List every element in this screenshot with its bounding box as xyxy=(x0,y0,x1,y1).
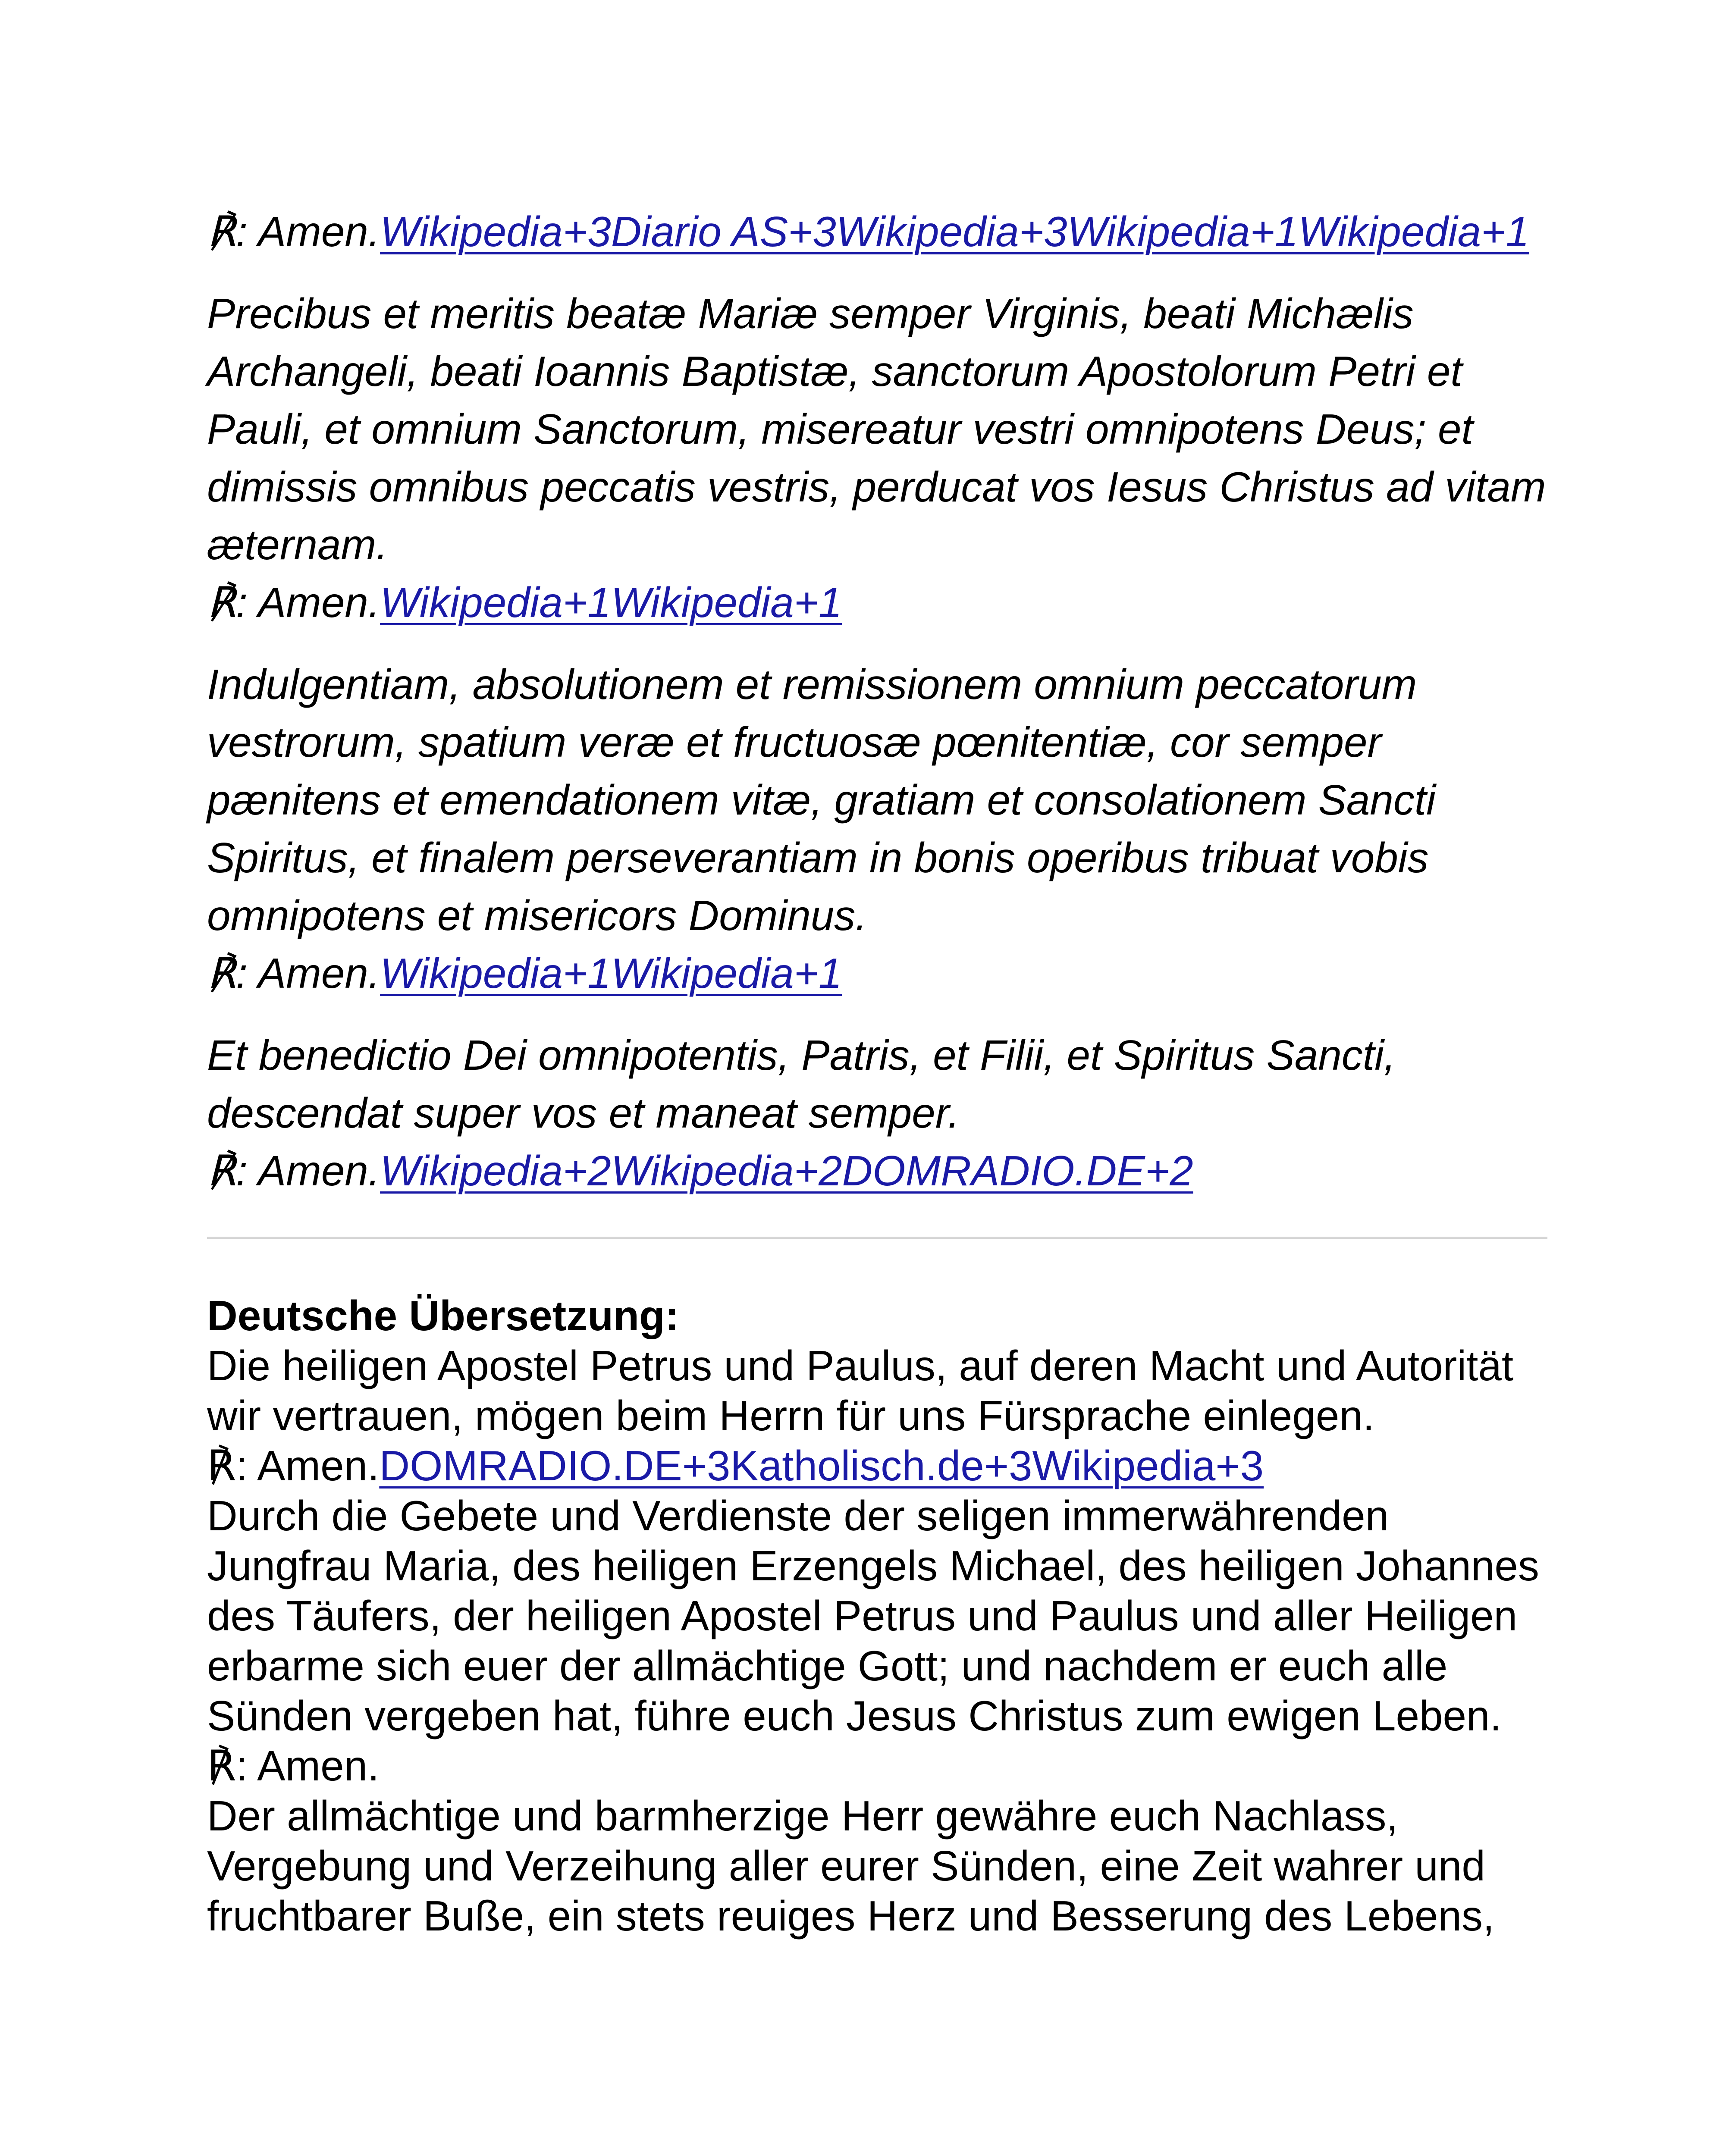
source-link[interactable]: Wikipedia+2Wikipedia+2DOMRADIO.DE+2 xyxy=(380,1147,1193,1194)
section-divider xyxy=(207,1237,1547,1239)
latin-block-3 xyxy=(207,655,1553,1002)
response-amen: ℟: Amen. xyxy=(207,950,380,997)
latin-prayer-text: Et benedictio Dei omnipotentis, Patris, et Filii, et Spiritus Sancti, descendat super vos et maneat semper. xyxy=(207,1031,1396,1137)
page-content xyxy=(207,203,1553,1941)
response-amen: ℟: Amen. xyxy=(207,208,380,255)
latin-block-4 xyxy=(207,1026,1553,1200)
latin-block-1 xyxy=(207,203,1553,260)
german-response-2: ℟: Amen. xyxy=(207,1742,380,1789)
german-paragraph-2: Durch die Gebete und Verdienste der seligen immerwährenden Jungfrau Maria, des heiligen Erzengels Michael, des heiligen Johannes des Täufers, der heiligen Apostel Petrus und Paulus und aller Heiligen erbarme sich euer der allmächtige Gott; und nachdem er euch alle Sünden vergeben hat, führe euch Jesus Christus zum ewigen Leben. xyxy=(207,1492,1539,1739)
german-paragraph-3: Der allmächtige und barmherzige Herr gewähre euch Nachlass, Vergebung und Verzeihung aller eurer Sünden, eine Zeit wahrer und fruchtbarer Buße, ein stets reuiges Herz und Besserung des Lebens, xyxy=(207,1792,1495,1940)
latin-text-section xyxy=(207,203,1553,1200)
source-link[interactable]: Wikipedia+1Wikipedia+1 xyxy=(380,579,842,626)
source-link[interactable]: Wikipedia+3Diario AS+3Wikipedia+3Wikipedia+1Wikipedia+1 xyxy=(380,208,1529,255)
german-paragraph-1: Die heiligen Apostel Petrus und Paulus, auf deren Macht und Autorität wir vertrauen, mögen beim Herrn für uns Fürsprache einlegen. xyxy=(207,1342,1514,1439)
source-link[interactable]: DOMRADIO.DE+3Katholisch.de+3Wikipedia+3 xyxy=(379,1442,1264,1489)
latin-prayer-text: Precibus et meritis beatæ Mariæ semper Virginis, beati Michælis Archangeli, beati Ioannis Baptistæ, sanctorum Apostolorum Petri et Pauli, et omnium Sanctorum, misereatur vestri omnipotens Deus; et dimissis omnibus peccatis vestris, perducat vos Iesus Christus ad vitam æternam. xyxy=(207,290,1546,568)
german-response-1 xyxy=(207,1441,1553,1491)
response-amen: ℟: Amen. xyxy=(207,1147,380,1194)
source-link[interactable]: Wikipedia+1Wikipedia+1 xyxy=(380,950,842,997)
latin-prayer-text: Indulgentiam, absolutionem et remissionem omnium peccatorum vestrorum, spatium veræ et fructuosæ pœnitentiæ, cor semper pænitens et emendationem vitæ, gratiam et consolationem Sancti Spiritus, et finalem perseverantiam in bonis operibus tribuat vobis omnipotens et misericors Dominus. xyxy=(207,661,1436,939)
latin-block-2 xyxy=(207,285,1553,631)
response-amen: ℟: Amen. xyxy=(207,1442,380,1489)
response-amen: ℟: Amen. xyxy=(207,579,380,626)
german-translation-section xyxy=(207,1291,1553,1941)
translation-heading: Deutsche Übersetzung: xyxy=(207,1292,679,1339)
